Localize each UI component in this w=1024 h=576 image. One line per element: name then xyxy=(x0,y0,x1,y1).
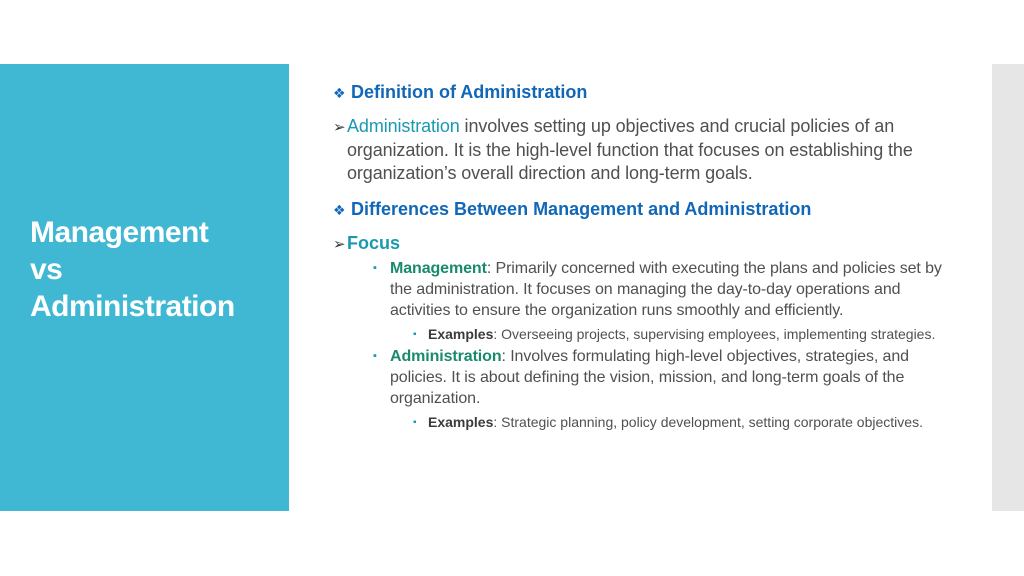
administration-text: : Involves formulating high-level objectives, strategies, and policies. It is about defining the vision, mission, and long-term goals of the organization. xyxy=(390,348,909,407)
administration-examples-label: Examples xyxy=(428,414,494,430)
slide-title xyxy=(30,214,235,325)
square-bullet-icon: ▪ xyxy=(413,417,417,428)
square-bullet-icon: ▪ xyxy=(373,262,377,274)
slide-content xyxy=(333,80,958,432)
management-examples-label: Examples xyxy=(428,326,494,342)
diamond-bullet-icon: ❖ xyxy=(333,85,346,101)
management-examples-text: : Overseeing projects, supervising employees, implementing strategies. xyxy=(493,326,936,342)
square-bullet-icon: ▪ xyxy=(413,329,417,340)
arrow-bullet-icon: ➢ xyxy=(333,236,346,253)
focus-label: Focus xyxy=(347,233,401,253)
administration-bullet xyxy=(373,346,958,409)
administration-examples xyxy=(413,413,958,432)
focus-item xyxy=(333,232,958,256)
management-bullet xyxy=(373,258,958,321)
title-line-1: Management xyxy=(30,216,209,249)
management-text: : Primarily concerned with executing the plans and policies set by the administration. It focuses on managing the day-to-day operations and activities to ensure the organization runs smoothly and efficiently. xyxy=(390,260,942,319)
title-panel xyxy=(0,64,289,511)
management-examples xyxy=(413,325,958,344)
differences-heading xyxy=(333,197,958,222)
right-scroll-bar xyxy=(992,64,1024,511)
differences-heading-text: Differences Between Management and Administration xyxy=(351,199,812,219)
administration-term: Administration xyxy=(390,348,502,365)
definition-term: Administration xyxy=(347,116,460,136)
definition-heading xyxy=(333,80,958,105)
definition-paragraph xyxy=(333,115,958,185)
diamond-bullet-icon: ❖ xyxy=(333,202,346,218)
arrow-bullet-icon: ➢ xyxy=(333,119,346,136)
administration-examples-text: : Strategic planning, policy development, setting corporate objectives. xyxy=(493,414,923,430)
square-bullet-icon: ▪ xyxy=(373,350,377,362)
definition-heading-text: Definition of Administration xyxy=(351,82,588,102)
title-line-2: vs xyxy=(30,253,63,286)
title-line-3: Administration xyxy=(30,290,235,323)
management-term: Management xyxy=(390,260,487,277)
definition-text: involves setting up objectives and crucial policies of an organization. It is the high-level function that focuses on establishing the organization’s overall direction and long-term goals. xyxy=(347,116,913,183)
